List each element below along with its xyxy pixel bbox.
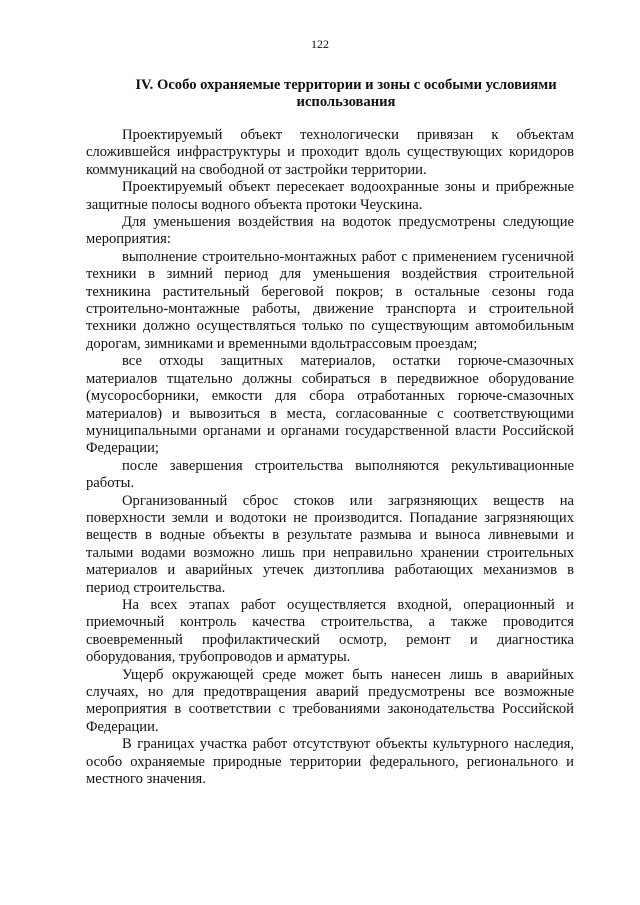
paragraph: Проектируемый объект технологически привязан к объектам сложившейся инфраструктуры и проходит вдоль существующих коридоров коммуникаций на свободной от застройки территории. (86, 127, 574, 178)
list-item-paragraph: выполнение строительно-монтажных работ с применением гусеничной техники в зимний период для уменьшения воздействия строительной техникина растительный береговой покров; в остальные сезоны года строительно-монтажные работы, движение транспорта и строительной техники должно осуществляться только по существующим автомобильным дорогам, зимниками и временными вдольтрассовым проездам; (86, 248, 574, 352)
list-item-paragraph: после завершения строительства выполняются рекультивационные работы. (86, 457, 574, 492)
paragraph: Проектируемый объект пересекает водоохранные зоны и прибрежные защитные полосы водного объекта протоки Чеускина. (86, 179, 574, 213)
list-item-paragraph: все отходы защитных материалов, остатки горюче-смазочных материалов тщательно должны собираться в передвижное оборудование (мусоросборники, емкости для сбора отработанных горюче-смазочных материалов) и вывозиться в места, согласованные с соответствующими муниципальными органами и органами государственной власти Российской Федерации; (86, 353, 574, 457)
paragraph: Ущерб окружающей среде может быть нанесен лишь в аварийных случаях, но для предотвращения аварий предусмотрены все возможные мероприятия в соответствии с требованиями законодательства Российской Федерации. (86, 666, 574, 735)
paragraph: Организованный сброс стоков или загрязняющих веществ на поверхности земли и водотоки не производится. Попадание загрязняющих веществ в водные объекты в результате размыва и выноса ливневыми и талыми водами возможно лишь при неправильно хранении строительных материалов и аварийных утечек дизтоплива работающих механизмов в период строительства. (86, 492, 574, 596)
page-number: 122 (311, 37, 329, 51)
section-heading: IV. Особо охраняемые территории и зоны с особыми условиями использования (135, 77, 557, 110)
paragraph: В границах участка работ отсутствуют объекты культурного наследия, особо охраняемые природные территории федерального, регионального и местного значения. (86, 736, 574, 788)
paragraph: На всех этапах работ осуществляется входной, операционный и приемочный контроль качества строительства, а также проводится своевременный профилактический осмотр, ремонт и диагностика оборудования, трубопроводов и арматуры. (86, 596, 574, 666)
paragraph: Для уменьшения воздействия на водоток предусмотрены следующие мероприятия: (86, 214, 574, 248)
document-body (86, 127, 574, 788)
